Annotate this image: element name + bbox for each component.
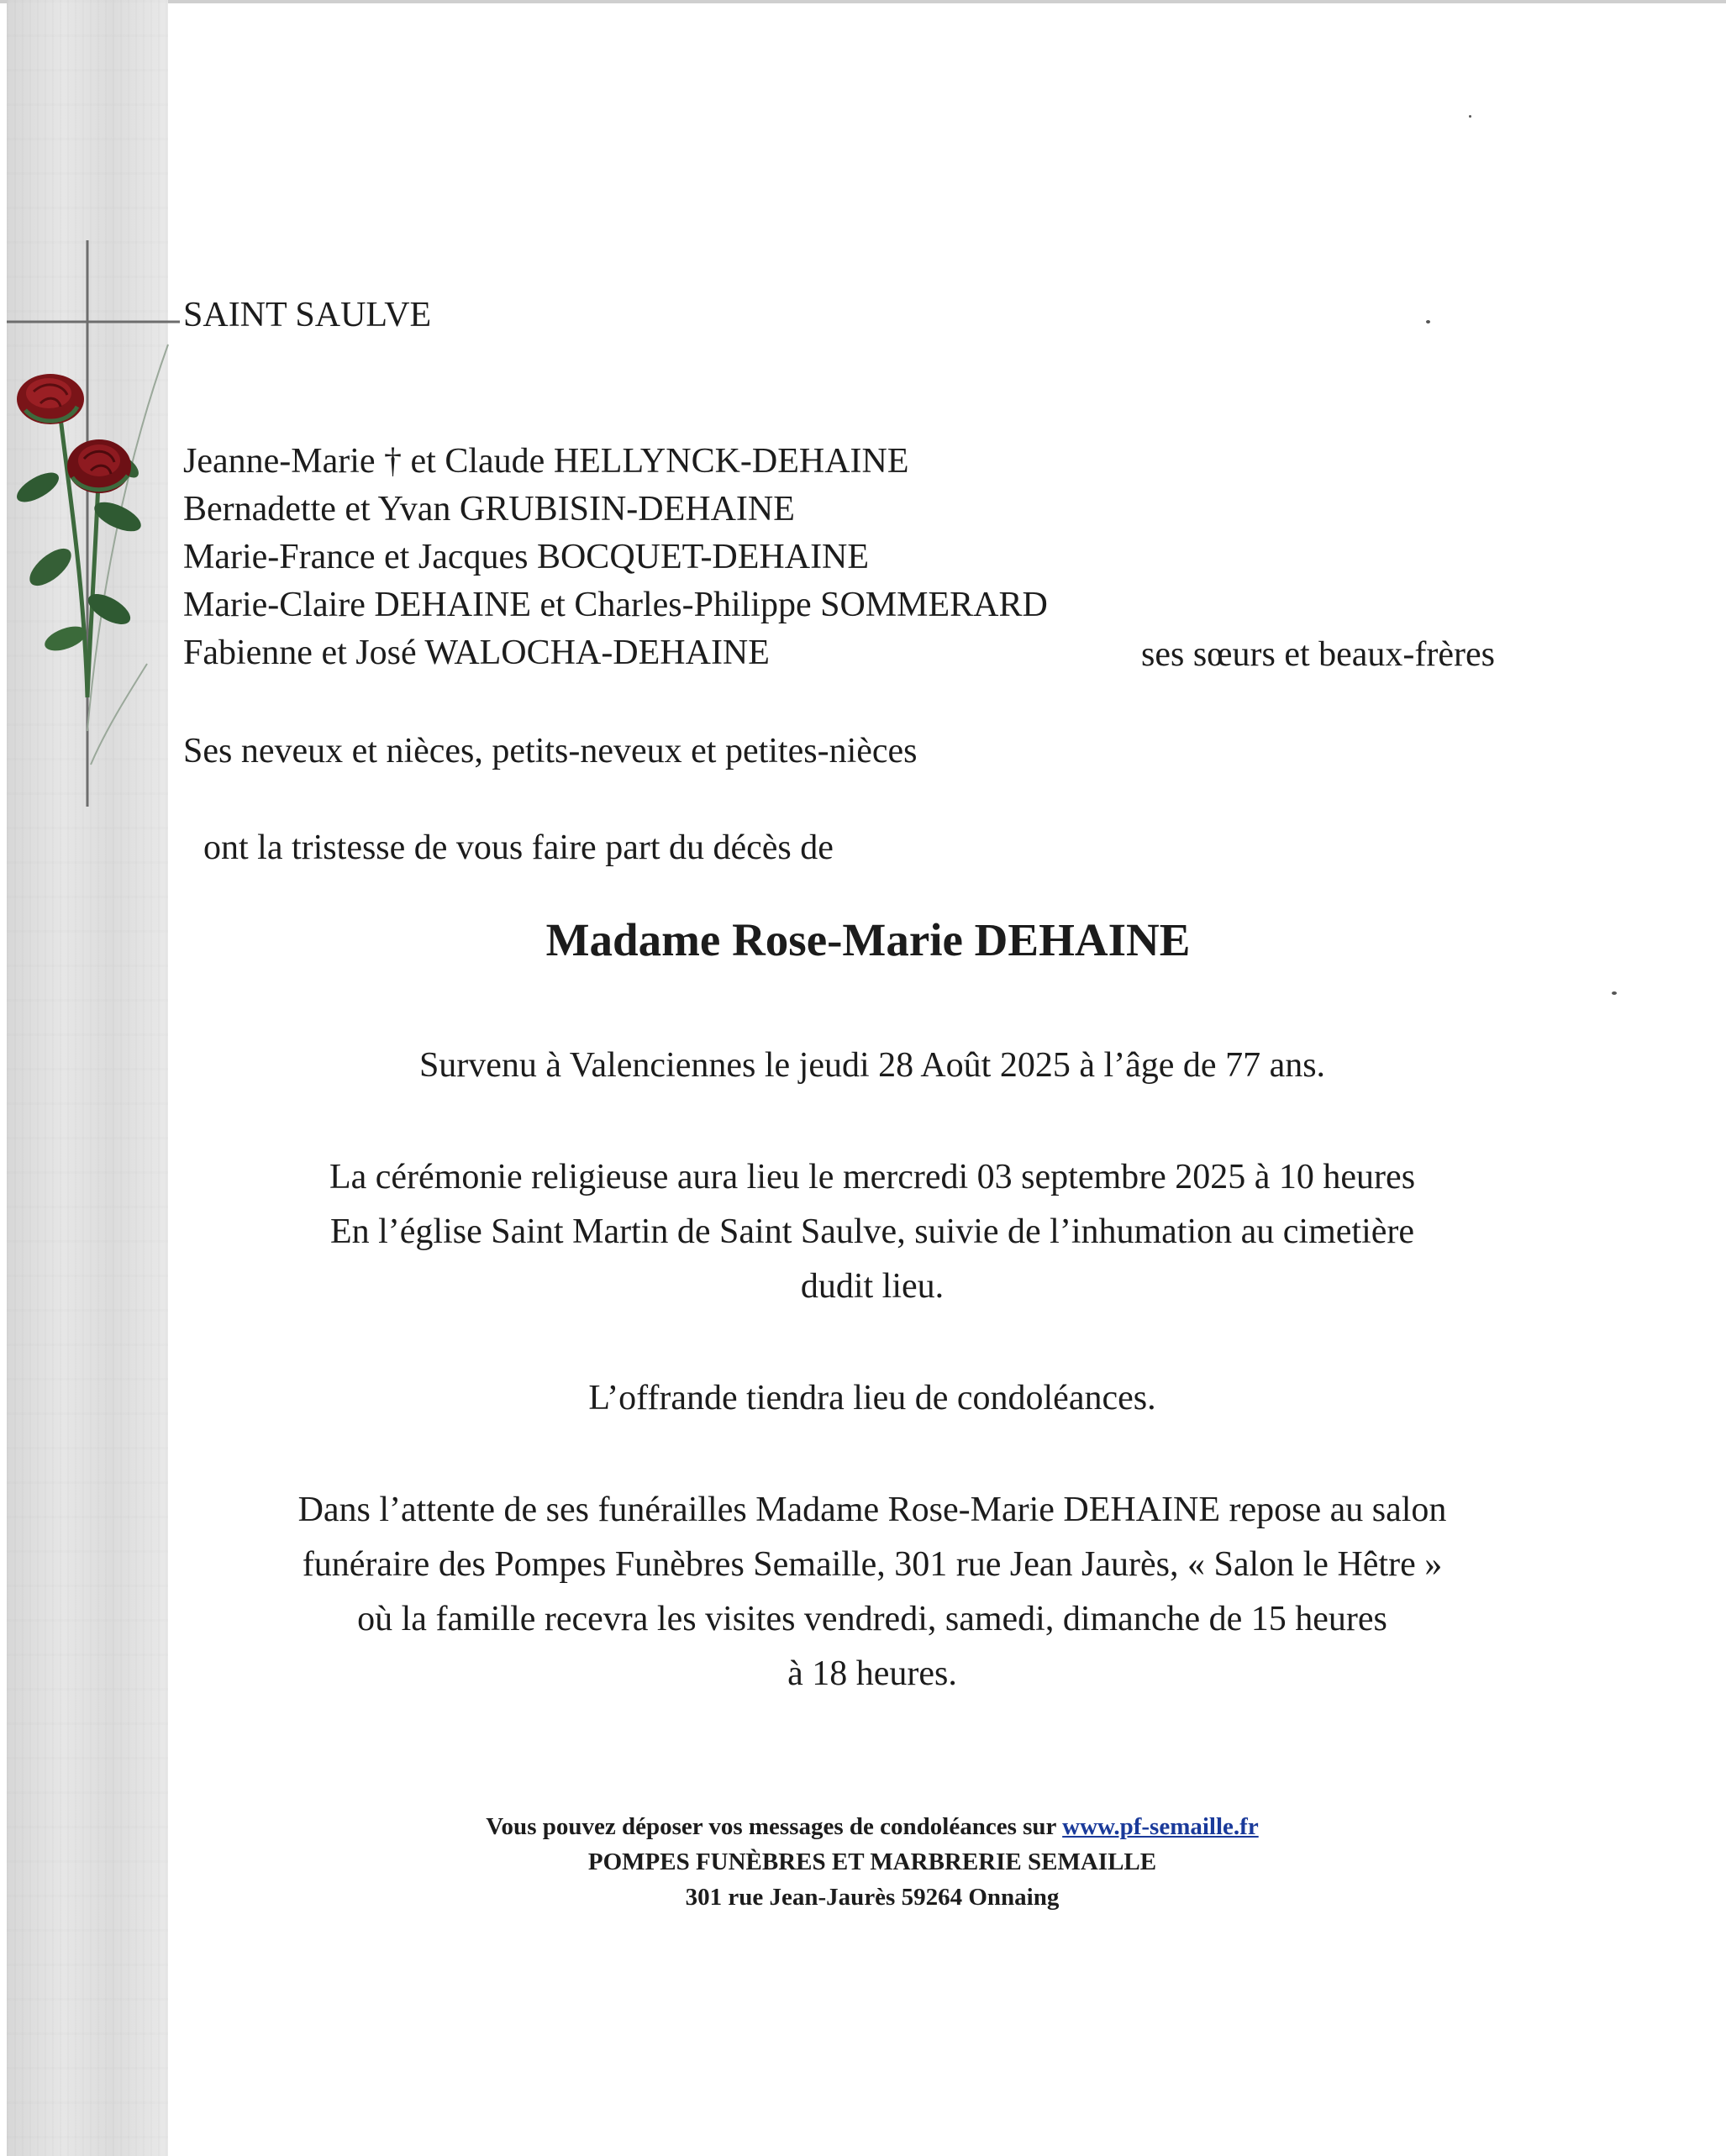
family-line-1: Jeanne-Marie † et Claude HELLYNCK-DEHAINE [183, 442, 909, 481]
footer-message: Vous pouvez déposer vos messages de condoléances sur [486, 1813, 1056, 1840]
scan-speck [1612, 991, 1617, 995]
scan-speck [1469, 115, 1471, 118]
extended-family-line: Ses neveux et nièces, petits-neveux et petites-nièces [183, 732, 918, 770]
family-relation-note: ses sœurs et beaux-frères [1141, 635, 1496, 674]
ceremony-line-2: En l’église Saint Martin de Saint Saulve, suivie de l’inhumation au cimetière [329, 1212, 1415, 1251]
family-line-5: Fabienne et José WALOCHA-DEHAINE [183, 634, 770, 672]
family-line-2: Bernadette et Yvan GRUBISIN-DEHAINE [183, 490, 795, 528]
footer-message-line [183, 1811, 1561, 1843]
visitation-line-4: à 18 heures. [787, 1654, 957, 1693]
funeral-home-address: 301 rue Jean-Jaurès 59264 Onnaing [685, 1884, 1060, 1911]
announcement-text: ont la tristesse de vous faire part du décès de [203, 828, 834, 867]
cross-and-roses-illustration [0, 227, 202, 815]
visitation-line-3: où la famille recevra les visites vendredi, samedi, dimanche de 15 heures [357, 1600, 1387, 1638]
visitation-line-1: Dans l’attente de ses funérailles Madame Rose-Marie DEHAINE repose au salon [297, 1491, 1447, 1529]
location-heading: SAINT SAULVE [183, 296, 432, 334]
ceremony-line-1: La cérémonie religieuse aura lieu le mercredi 03 septembre 2025 à 10 heures [329, 1158, 1416, 1196]
funeral-home-name: POMPES FUNÈBRES ET MARBRERIE SEMAILLE [587, 1848, 1157, 1875]
scan-top-edge [0, 0, 1726, 3]
ceremony-line-3: dudit lieu. [800, 1267, 945, 1306]
death-notice: Survenu à Valenciennes le jeudi 28 Août 2025 à l’âge de 77 ans. [418, 1046, 1326, 1085]
offering-text: L’offrande tiendra lieu de condoléances. [588, 1379, 1156, 1417]
family-line-4: Marie-Claire DEHAINE et Charles-Philippe SOMMERARD [183, 586, 1048, 624]
family-line-3: Marie-France et Jacques BOCQUET-DEHAINE [183, 538, 870, 576]
deceased-name: Madame Rose-Marie DEHAINE [545, 914, 1191, 965]
funeral-home-website-link[interactable]: www.pf-semaille.fr [1062, 1813, 1259, 1840]
scan-speck [1426, 320, 1430, 323]
visitation-line-2: funéraire des Pompes Funèbres Semaille, 301 rue Jean Jaurès, « Salon le Hêtre » [302, 1545, 1443, 1584]
